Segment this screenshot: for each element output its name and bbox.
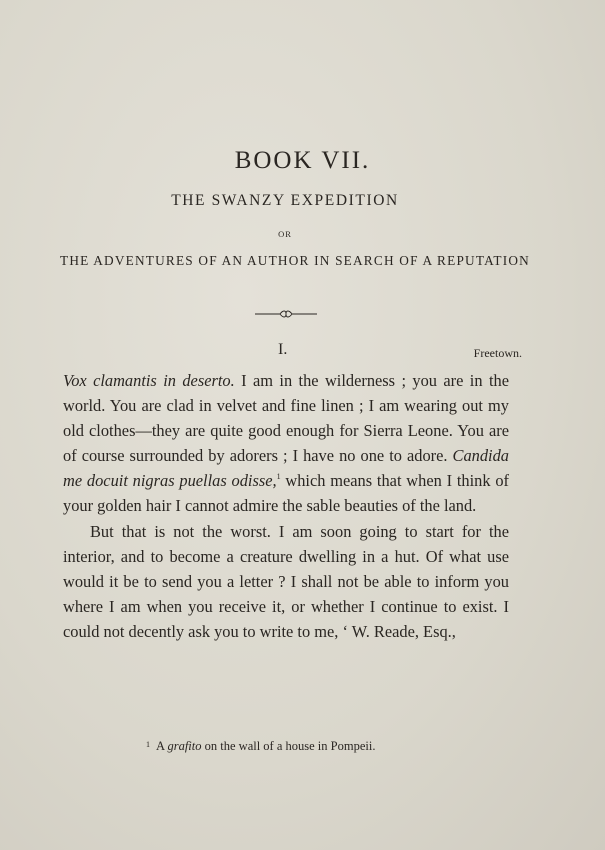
paragraph-2: But that is not the worst. I am soon going to start for the interior, and to become a creature dwelling in a hut. Of what use would it be to send you a letter ? I shall not be able to inform you where I am when you receive it, or whether I continue to exist. I could not decently ask you to write to me, ‘ W. Reade, Esq.,	[63, 521, 509, 641]
footnote-mark: 1	[146, 740, 150, 749]
footnote-text-a: A	[156, 739, 168, 753]
latin-opening: Vox clamantis in deserto.	[63, 371, 235, 390]
paragraph-1-text-b: which means that when I think of your golden hair I cannot admire the sable beauties of the land.	[63, 471, 509, 516]
paragraph-1-text-a: I am in the wilderness ; you are in the world. You are clad in velvet and fine linen ; I am wearing out my old clothes—they are quite good enough for Sierra Leone. You are of course surrounded by adorers ; I have no one to adore.	[63, 371, 509, 466]
latin-quote: Candida me docuit nigras puellas odisse,	[63, 446, 509, 491]
ornament-divider-icon	[255, 309, 317, 319]
book-title: BOOK VII.	[234, 147, 371, 174]
body-text	[63, 368, 509, 644]
section-number: I.	[278, 341, 288, 358]
footnote-text-b: on the wall of a house in Pompeii.	[201, 739, 376, 753]
alternate-title: THE ADVENTURES OF AN AUTHOR IN SEARCH OF A REPUTATION	[60, 253, 530, 268]
section-place: Freetown.	[473, 346, 522, 360]
paragraph-1	[63, 368, 509, 519]
or-connector: OR	[278, 229, 292, 239]
footnote-italic: grafito	[167, 739, 202, 753]
chapter-subtitle: THE SWANZY EXPEDITION	[171, 192, 399, 209]
footnote	[146, 739, 375, 754]
footnote-reference: 1	[276, 472, 281, 482]
